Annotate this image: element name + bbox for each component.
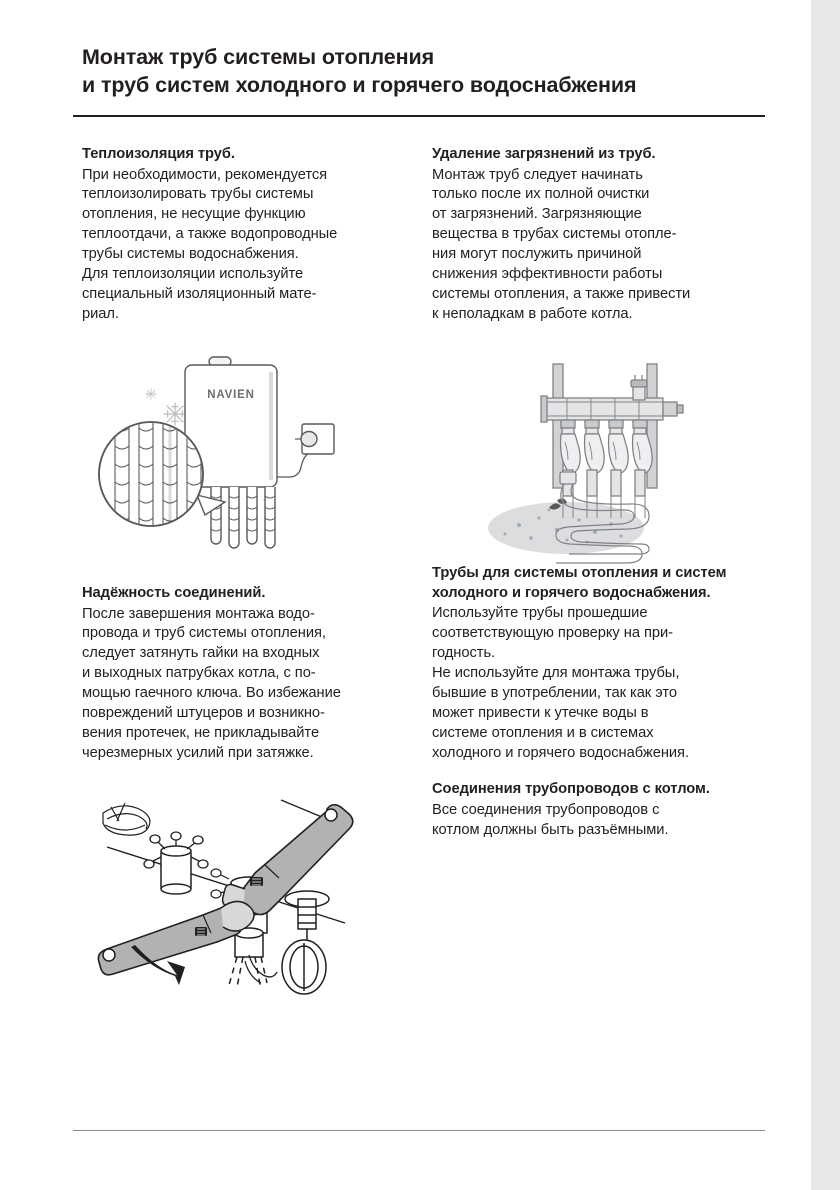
boiler-brand-label: NAVIEN	[207, 389, 255, 401]
section-heading-joint-reliability: Надёжность соединений.	[82, 585, 266, 601]
adjustable-wrench-lower	[98, 901, 254, 974]
body-line: может привести к утечке воды в	[432, 704, 649, 721]
body-line: годность.	[432, 644, 496, 661]
footer-divider	[73, 1130, 765, 1131]
gasket-detail	[282, 891, 329, 994]
section-contamination-removal	[432, 145, 750, 325]
pipe-fitting-left	[144, 832, 208, 894]
manifold-flushing-illustration	[461, 350, 731, 565]
wall-socket-icon	[295, 424, 334, 454]
body-line: Для теплоизоляции используйте	[82, 266, 304, 283]
body-line: теплоотдачи, а также водопроводные	[82, 226, 338, 243]
section-body-contamination-removal	[432, 166, 750, 325]
heading-line: Трубы для системы отопления	[432, 565, 659, 581]
body-line: провода и труб системы отопления,	[82, 625, 326, 642]
coil-detail	[103, 803, 150, 835]
wrench-tightening-illustration	[95, 795, 375, 1010]
heading-line: и систем холодного и горячего	[432, 565, 727, 601]
heading-line: водоснабжения.	[592, 584, 711, 601]
page-title-line-2: и труб систем холодного и горячего водоснабжения	[82, 72, 637, 97]
body-line: вения протечек, не прикладывайте	[82, 725, 320, 742]
section-body-joint-reliability	[82, 605, 400, 764]
page-content	[73, 0, 765, 1190]
right-column-section-pipes	[432, 564, 750, 841]
body-line: системе отопления и в системах	[432, 724, 654, 741]
body-line: риал.	[82, 306, 119, 322]
section-heading-contamination-removal: Удаление загрязнений из труб.	[432, 146, 656, 162]
header-divider	[73, 115, 765, 117]
body-line: ния могут послужить причиной	[432, 246, 642, 263]
left-column-section-insulation	[82, 145, 400, 325]
body-line: специальный изоляционный мате-	[82, 286, 317, 303]
body-line: холодного и горячего водоснабжения.	[432, 744, 689, 761]
heading-line: Соединения трубопроводов с	[432, 781, 651, 798]
body-line: следует затянуть гайки на входных	[82, 645, 320, 662]
body-line: котлом должны быть разъёмными.	[432, 821, 669, 838]
body-line: и выходных патрубках котла, с по-	[82, 665, 316, 682]
body-line: После завершения монтажа водо-	[82, 605, 315, 622]
body-line: системы отопления, а также привести	[432, 286, 691, 303]
body-line: Не используйте для монтажа трубы,	[432, 664, 680, 681]
section-heading-thermal-insulation: Теплоизоляция труб.	[82, 146, 235, 162]
page-title	[82, 44, 762, 100]
body-line: снижения эффективности работы	[432, 266, 663, 283]
section-body-boiler-connections	[432, 801, 750, 841]
body-line: Все соединения трубопроводов с	[432, 802, 660, 819]
body-line: соответствующую проверку на при-	[432, 625, 673, 642]
section-body-thermal-insulation	[82, 166, 400, 325]
body-line: бывшие в употреблении, так как это	[432, 684, 677, 701]
section-pipes-for-systems	[432, 564, 750, 841]
heading-line: котлом.	[654, 781, 710, 798]
body-line: трубы системы водоснабжения.	[82, 246, 299, 263]
section-boiler-connections	[432, 780, 750, 840]
page-title-line-1: Монтаж труб системы отопления	[82, 45, 435, 69]
boiler-with-insulated-pipes-illustration	[93, 352, 413, 572]
section-body-pipes-suitability	[432, 604, 750, 664]
body-line: к неполадкам в работе котла.	[432, 306, 633, 322]
body-line: вещества в трубах системы отопле-	[432, 226, 677, 243]
left-column-section-joints	[82, 584, 400, 764]
body-line: отопления, не несущие функцию	[82, 206, 306, 223]
right-column-section-cleaning	[432, 145, 750, 325]
insulated-pipes	[211, 487, 275, 548]
body-line: от загрязнений. Загрязняющие	[432, 206, 642, 223]
section-joint-reliability	[82, 584, 400, 764]
section-heading-pipes-for-systems	[432, 564, 750, 603]
body-line: Используйте трубы прошедшие	[432, 605, 648, 622]
body-line: мощью гаечного ключа. Во избежание	[82, 685, 341, 702]
page-side-strip	[811, 0, 840, 1190]
air-vent-valve	[631, 375, 647, 400]
body-line: Монтаж труб следует начинать	[432, 166, 643, 183]
body-line: повреждений штуцеров и возникно-	[82, 705, 325, 722]
body-line: теплоизолировать трубы системы	[82, 186, 314, 203]
section-heading-boiler-connections	[432, 780, 750, 800]
body-line: При необходимости, рекомендуется	[82, 166, 328, 183]
body-line: только после их полной очистки	[432, 186, 650, 203]
body-line: черезмерных усилий при затяжке.	[82, 745, 314, 761]
section-body-pipes-used	[432, 664, 750, 764]
section-thermal-insulation	[82, 145, 400, 325]
